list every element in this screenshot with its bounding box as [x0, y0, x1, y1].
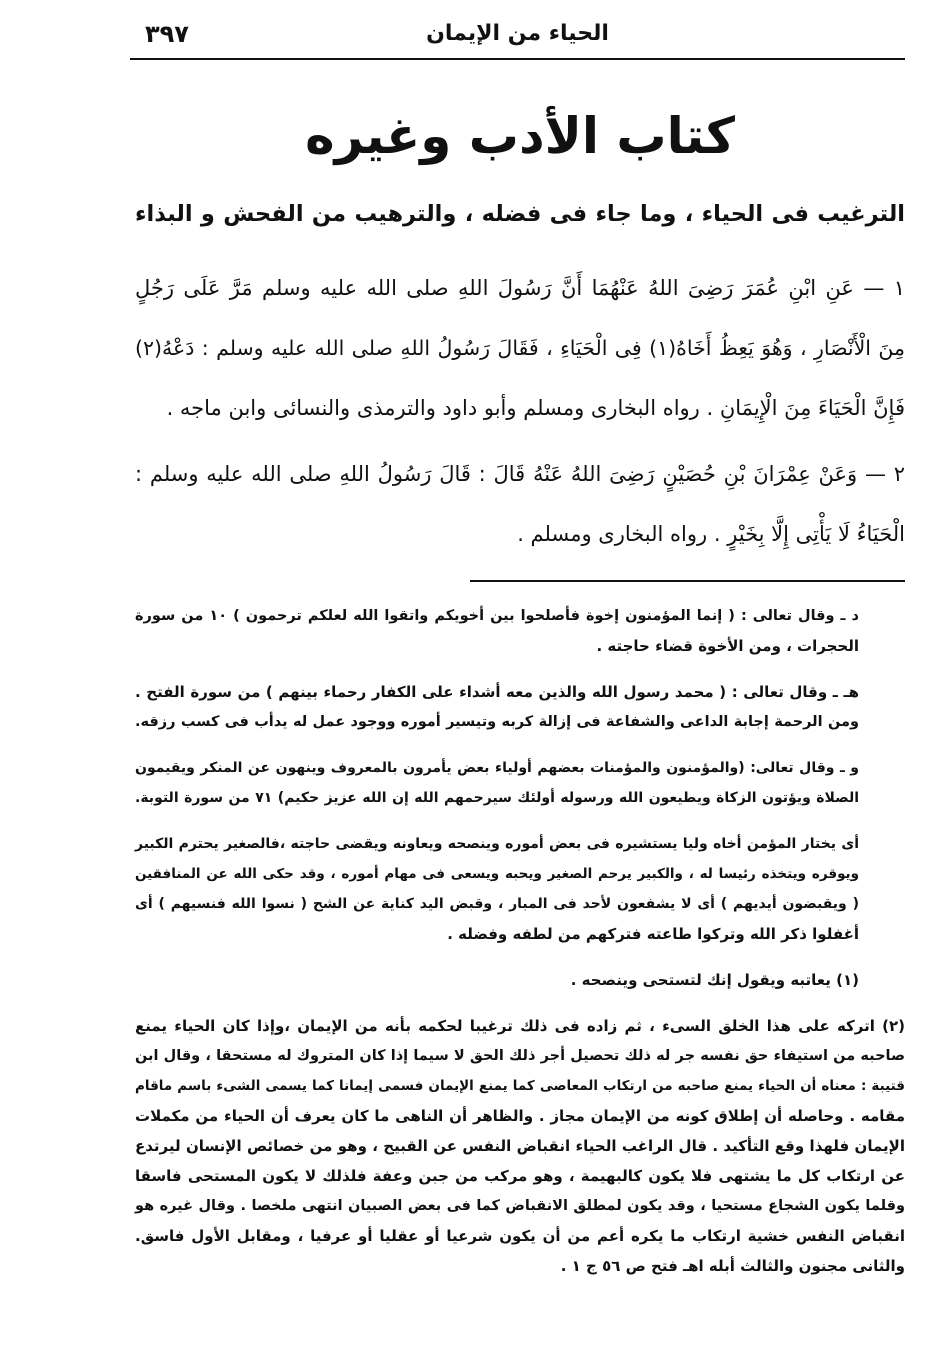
footnote-2-line: وقلما يكون الشجاع مستحيا ، وقد يكون لمطلق الانقباض كما فى بعض الصبيان انتهى ملخصا . وقال غيره هو [135, 1198, 905, 1214]
hadith-line: مِنَ الْأَنْصَارِ ، وَهُوَ يَعِظُ أَخَاهُ(١) فِى الْحَيَاءِ ، فَقَالَ رَسُولُ اللهِ صلى الله عليه وسلم : دَعْهُ(٢) [135, 336, 905, 360]
note-line: و ـ وقال تعالى: (والمؤمنون والمؤمنات بعضهم أولياء بعض يأمرون بالمعروف وينهون عن المنكر ويقيمون [135, 760, 859, 776]
hadith-line: ١ — عَنِ ابْنِ عُمَرَ رَضِىَ اللهُ عَنْهُمَا أَنَّ رَسُولَ اللهِ صلى الله عليه وسلم مَرَّ عَلَى رَجُلٍ [135, 276, 905, 300]
note-line: هـ ـ وقال تعالى : ( محمد رسول الله والذين معه أشداء على الكفار رحماء بينهم ) من سورة الفتح . [135, 683, 859, 701]
page-header [130, 14, 905, 60]
page-number: ٣٩٧ [145, 20, 189, 48]
note-line: ومن الرحمة إجابة الداعى والشفاعة فى إزالة كربه وتيسير أموره ووجود عمل له يدأب فى كسب رزقه. [135, 714, 859, 730]
footnote-2-line: صاحبه من استيفاء حق نفسه جر له ذلك تحصيل أجر ذلك الحق لا سيما إذا كان المتروك له مستحقا ، وقال ابن [135, 1048, 905, 1064]
note-line: أى يختار المؤمن أخاه وليا يستشيره فى بعض أموره وينصحه ويعاونه ويقضى حاجته ،فالصغير يحترم الكبير [135, 836, 859, 852]
footnote-2-line: قتيبة : معناه أن الحياء يمنع صاحبه من ارتكاب المعاصى كما يمنع الإيمان فسمى إيمانا كما يسمى الشىء باسم ماقام [135, 1078, 905, 1094]
footnote-separator [470, 580, 905, 582]
running-title: الحياء من الإيمان [426, 21, 609, 46]
footnote-2-line: (٢) اتركه على هذا الخلق السىء ، ثم زاده فى ذلك ترغيبا لحكمه بأنه من الإيمان ،وإذا كان الحياء يمنع [135, 1017, 905, 1035]
chapter-title: كتاب الأدب وغيره [305, 107, 735, 165]
hadith-line: الْحَيَاءُ لَا يَأْتِى إِلَّا بِخَيْرٍ . رواه البخارى ومسلم . [517, 522, 905, 546]
footnote-2-line: انقباض النفس خشية ارتكاب ما يكره أعم من أن يكون شرعيا أو عقليا أو عرفيا ، ومقابل الأول فاسق. [135, 1227, 905, 1245]
note-line: أغفلوا ذكر الله وتركوا طاعته فتركهم من لطفه وفضله . [447, 925, 859, 943]
hadith-line: ٢ — وَعَنْ عِمْرَانَ بْنِ حُصَيْنٍ رَضِىَ اللهُ عَنْهُ قَالَ : قَالَ رَسُولُ اللهِ صلى الله عليه وسلم : [135, 462, 905, 486]
footnote-2-line: الإيمان فلهذا وقع التأكيد . قال الراغب الحياء انقباض النفس عن القبيح ، وهو من خصائص الإنسان ليرتدع [135, 1137, 905, 1155]
note-line: د ـ وقال تعالى : ( إنما المؤمنون إخوة فأصلحوا بين أخويكم واتقوا الله لعلكم ترحمون ) ١٠ من سورة [135, 608, 859, 624]
footnotes [135, 604, 905, 1278]
footnote-2-line: مقامه . وحاصله أن إطلاق كونه من الإيمان مجاز . والظاهر أن الناهى ما كان يعرف أن الحياء من مكملات [135, 1107, 905, 1125]
footnote-2-line: عن ارتكاب كل ما يشتهى فلا يكون كالبهيمة ، وهو مركب من جبن وعفة فلذلك لا يكون المستحى فاسقا [135, 1167, 905, 1185]
footnote-2-line: والثانى مجنون والثالث أبله اهـ فتح ص ٥٦ ج ١ . [560, 1257, 905, 1275]
note-line: الصلاة ويؤتون الزكاة ويطيعون الله ورسوله أولئك سيرحمهم الله إن الله عزيز حكيم) ٧١ من سورة التوبة. [135, 790, 859, 806]
hadith-line: فَإِنَّ الْحَيَاءَ مِنَ الْإِيمَانِ . رواه البخارى ومسلم وأبو داود والترمذى والنسائى وابن ماجه . [166, 396, 905, 420]
hadith-1 [135, 268, 905, 428]
hadith-2 [135, 454, 905, 554]
section-title: الترغيب فى الحياء ، وما جاء فى فضله ، والترهيب من الفحش و البذاء [135, 201, 905, 227]
footnote-1: (١) يعاتبه ويقول إنك لتستحى وينصحه . [570, 971, 859, 989]
note-line: ويوقره ويتخذه رئيسا له ، والكبير يرحم الصغير ويحبه ويسعى فى مهام أموره ، وقد حكى الله عن المنافقين [135, 866, 859, 882]
note-line: الحجرات ، ومن الأخوة قضاء حاجته . [596, 637, 859, 655]
note-line: ( ويقبضون أيديهم ) أى لا يشفعون لأحد فى المبار ، وقبض اليد كناية عن الشح ( نسوا الله فنسيهم ) أى [135, 896, 859, 912]
